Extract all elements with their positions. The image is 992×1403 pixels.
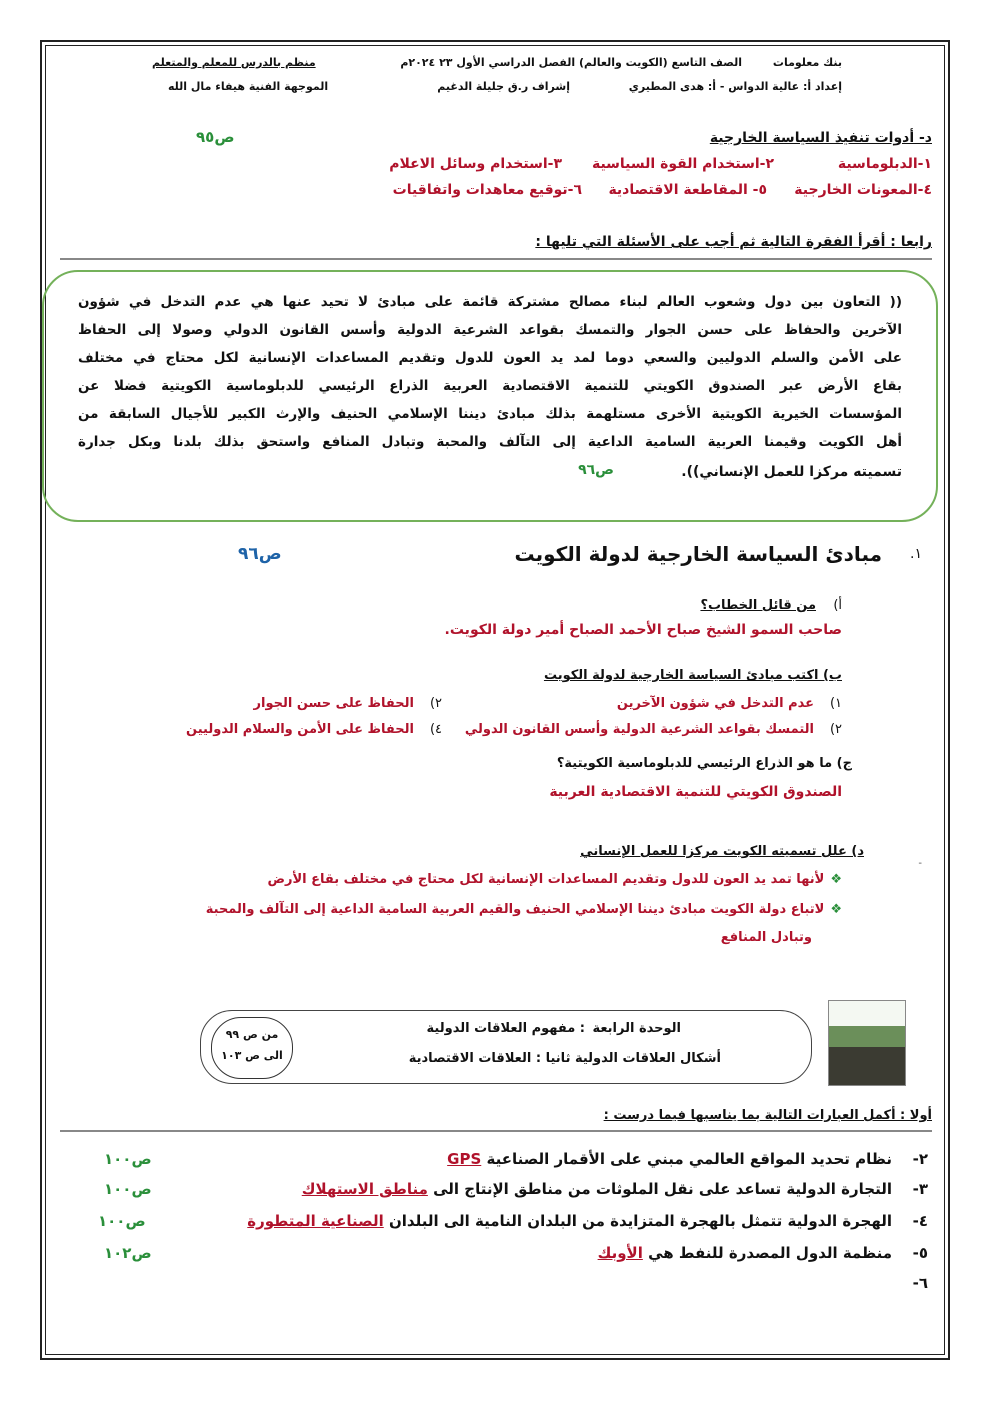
header-supervisor: إشراف ر.ق جليلة الدغيم <box>437 80 570 93</box>
passage-line-1: (( التعاون بين دول وشعوب العالم لبناء مصالح مشتركة قائمة على مبادئ لا تحيد عنها هي عدم التدخل في شؤون <box>78 294 902 310</box>
unit-pages-badge <box>211 1017 293 1079</box>
q1b-num-1: ١) <box>829 696 842 711</box>
q1b-num-3: ٢) <box>829 722 842 737</box>
q1a-label: أ) <box>833 598 842 613</box>
fill-item-1-answer: GPS <box>447 1150 482 1168</box>
fill-item-3-answer: الصناعية المتطورة <box>247 1212 384 1230</box>
fill-item-1-page: ص١٠٠ <box>104 1150 152 1168</box>
unit-box <box>200 1010 812 1084</box>
section1-title: أولا : أكمل العبارات التالية بما يناسبها فيما درست : <box>603 1108 932 1123</box>
tools-title: د- أدوات تنفيذ السياسة الخارجية <box>709 130 932 146</box>
unit-pages-from: من ص ٩٩ <box>225 1028 279 1041</box>
fill-item-5-num: ٦- <box>912 1274 928 1292</box>
tools-item-4: ٤-المعونات الخارجية <box>794 182 932 198</box>
q1d-answer-1: لأنها تمد يد العون للدول وتقديم المساعدات الإنسانية لكل محتاج في مختلف بقاع الأرض <box>267 872 825 887</box>
fill-item-4-num: ٥- <box>912 1244 928 1262</box>
q1a-answer: صاحب السمو الشيخ صباح الأحمد الصباح أمير دولة الكويت. <box>444 622 842 638</box>
passage-line-4: بقاع الأرض عبر الصندوق الكويتي للتنمية الاقتصادية العربية الذراع الرئيسي للدبلوماسية الكويتية فضلا عن <box>78 378 902 394</box>
header-title: بنك معلومات <box>772 56 842 69</box>
fill-item-1-num: ٢- <box>912 1150 928 1168</box>
fill-item-4 <box>598 1244 892 1262</box>
unit-label: الوحدة الرابعة <box>592 1021 681 1036</box>
fill-item-2 <box>302 1180 892 1198</box>
fill-item-2-page: ص١٠٠ <box>104 1180 152 1198</box>
q1a-question: من قائل الخطاب؟ <box>700 598 816 613</box>
tools-item-3: ٣-استخدام وسائل الاعلام <box>389 156 562 172</box>
fill-item-1-text: نظام تحديد المواقع العالمي مبني على الأقمار الصناعية <box>486 1150 892 1168</box>
fill-item-2-answer: مناطق الاستهلاك <box>301 1180 428 1198</box>
q1b-item-2: الحفاظ على حسن الجوار <box>253 696 414 711</box>
q1-title: مبادئ السياسة الخارجية لدولة الكويت <box>514 542 882 566</box>
tools-item-2: ٢-استخدام القوة السياسية <box>591 156 774 172</box>
q1d-answer-2-cont: وتبادل المنافع <box>720 930 812 945</box>
tools-item-5: ٥- المقاطعة الاقتصادية <box>608 182 767 198</box>
fill-item-3-num: ٤- <box>912 1212 928 1230</box>
section1-divider <box>60 1130 932 1132</box>
diamond-bullet-icon: ❖ <box>830 902 842 917</box>
margin-dash: - <box>918 858 922 869</box>
q1b-item-1: عدم التدخل في شؤون الآخرين <box>616 696 814 711</box>
fill-item-2-num: ٣- <box>912 1180 928 1198</box>
passage-page-ref: ص٩٦ <box>578 462 614 478</box>
unit-thumbnail-image <box>828 1000 906 1086</box>
fill-item-4-answer: الأوبك <box>597 1244 643 1262</box>
q1b-num-4: ٤) <box>429 722 442 737</box>
header-organizer: منظم بالدرس للمعلم والمتعلم <box>152 56 316 69</box>
q1b-item-4: الحفاظ على الأمن والسلام الدوليين <box>186 722 414 737</box>
fill-item-3-text: الهجرة الدولية تتمثل بالهجرة المتزايدة من البلدان النامية الى البلدان <box>388 1212 892 1230</box>
diamond-bullet-icon: ❖ <box>830 872 842 887</box>
fill-item-3-page: ص١٠٠ <box>98 1212 146 1230</box>
fill-item-4-page: ص١٠٢ <box>104 1244 152 1262</box>
q1c-answer: الصندوق الكويتي للتنمية الاقتصادية العربية <box>549 784 842 800</box>
unit-title: : مفهوم العلاقات الدولية <box>426 1021 585 1036</box>
tools-item-6: ٦-توقيع معاهدات واتفاقيات <box>392 182 582 198</box>
section4-divider <box>60 258 932 260</box>
q1b-num-2: ٢) <box>429 696 442 711</box>
q1c-question: ج) ما هو الذراع الرئيسي للدبلوماسية الكويتية؟ <box>556 756 852 771</box>
q1d-question: د) علل تسميته الكويت مركزا للعمل الإنساني <box>580 844 864 859</box>
header-course: الصف التاسع (الكويت والعالم) الفصل الدراسي الأول ٢٣ ٢٠٢٤م <box>400 56 742 69</box>
fill-item-2-text: التجارة الدولية تساعد على نقل الملوثات من مناطق الإنتاج الى <box>433 1180 892 1198</box>
unit-subtitle: أشكال العلاقات الدولية ثانيا : العلاقات الاقتصادية <box>408 1051 721 1066</box>
q1-number: ١. <box>910 546 922 562</box>
header-director: الموجهة الفنية هيفاء مال الله <box>168 80 329 93</box>
q1b-item-3: التمسك بقواعد الشرعية الدولية وأسس القانون الدولي <box>464 722 814 737</box>
passage-line-3: على الأمن والسلم الدوليين والسعي دوما لمد يد العون للدول وتقديم المساعدات الإنسانية لكل محتاج في مختلف <box>78 350 902 366</box>
q1d-answer-2: لاتباع دولة الكويت مبادئ ديننا الإسلامي الحنيف والقيم العربية السامية الداعية إلى التآلف والمحبة <box>205 902 825 917</box>
fill-item-1 <box>447 1150 892 1168</box>
section4-title: رابعا : أقرأ الفقرة التالية ثم أجب على الأسئلة التي تليها : <box>535 234 932 250</box>
tools-page-ref: ص٩٥ <box>196 128 235 146</box>
header-authors: إعداد أ: عالية الدواس - أ: هدى المطيري <box>628 80 842 93</box>
unit-pages-to: الى ص ١٠٣ <box>221 1049 283 1062</box>
fill-item-4-text: منظمة الدول المصدرة للنفط هي <box>648 1244 892 1262</box>
tools-item-1: ١-الدبلوماسية <box>837 156 932 172</box>
passage-last-line: تسميته مركزا للعمل الإنساني)). <box>681 464 902 480</box>
passage-line-2: الآخرين والحفاظ على حسن الجوار والتمسك بقواعد الشرعية الدولية وأسس القانون الدولي وصولا إلى الحفاظ <box>78 322 902 338</box>
q1b-question: ب) اكتب مبادئ السياسة الخارجية لدولة الكويت <box>543 668 842 683</box>
fill-item-3 <box>247 1212 892 1230</box>
passage-box <box>42 270 938 522</box>
passage-line-6: أهل الكويت وقيمنا العربية السامية الداعية إلى التآلف والمحبة وتبادل المنافع واستحق بذلك بلدنا وبكل جدارة <box>78 434 902 450</box>
q1-page-ref: ص٩٦ <box>238 544 282 564</box>
passage-line-5: المؤسسات الخيرية الكويتية الأخرى مستلهمة بذلك مبادئ ديننا الإسلامي الحنيف والإرث الكبير للأجيال السابقة من <box>78 406 902 422</box>
